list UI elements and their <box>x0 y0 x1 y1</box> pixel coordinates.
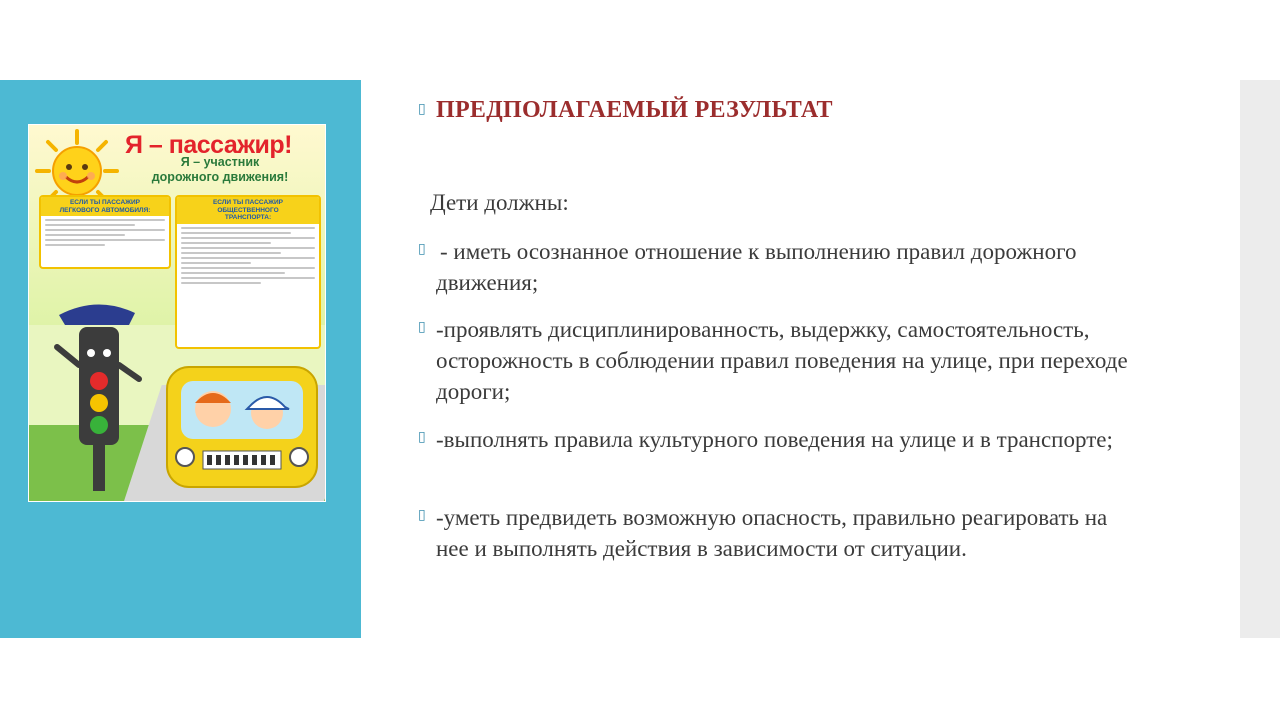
poster-text-line <box>181 227 315 229</box>
right-edge-strip <box>1240 80 1280 638</box>
bullet-icon: ▯ <box>418 507 426 523</box>
poster-text-line <box>181 232 291 234</box>
slide-heading: ПРЕДПОЛАГАЕМЫЙ РЕЗУЛЬТАТ <box>436 97 833 123</box>
heading-bullet-icon: ▯ <box>418 101 426 117</box>
poster-title: Я – пассажир! <box>125 131 292 159</box>
poster-text-line <box>181 272 285 274</box>
list-item: - иметь осознанное отношение к выполнению правил дорожного движения; <box>436 239 1077 295</box>
poster-text-line <box>45 234 125 236</box>
bullet-icon: ▯ <box>418 241 426 257</box>
poster-text-line <box>181 242 271 244</box>
poster-text-line <box>181 247 315 249</box>
poster-subtitle: Я – участник дорожного движения! <box>151 155 289 184</box>
poster-text-line <box>181 277 315 279</box>
poster-text-line <box>181 282 261 284</box>
bus-icon <box>163 357 323 493</box>
poster-box-public-transport <box>175 195 321 349</box>
list-item: -уметь предвидеть возможную опасность, правильно реагировать на нее и выполнять действия в зависимости от ситуации. <box>436 505 1108 561</box>
poster-text-line <box>45 219 165 221</box>
bullet-icon: ▯ <box>418 319 426 335</box>
intro-text: Дети должны: <box>430 190 569 215</box>
poster-box-car-heading: ЕСЛИ ТЫ ПАССАЖИР ЛЕГКОВОГО АВТОМОБИЛЯ: <box>41 197 169 216</box>
list-item: -проявлять дисциплинированность, выдержку, самостоятельность, осторожность в соблюдении правил поведения на улице, при переходе дороги; <box>436 317 1128 404</box>
poster-box-public-transport-heading: ЕСЛИ ТЫ ПАССАЖИР ОБЩЕСТВЕННОГО ТРАНСПОРТА: <box>177 197 319 224</box>
poster-text-line <box>45 244 105 246</box>
poster-text-line <box>181 262 251 264</box>
poster-text-line <box>181 252 281 254</box>
poster-text-line <box>181 267 315 269</box>
list-item: -выполнять правила культурного поведения на улице и в транспорте; <box>436 427 1113 452</box>
poster-text-line <box>45 224 135 226</box>
poster-text-line <box>181 237 315 239</box>
traffic-light-icon <box>49 295 145 495</box>
bullet-icon: ▯ <box>418 429 426 445</box>
poster-text-line <box>45 239 165 241</box>
poster-text-line <box>181 257 315 259</box>
poster-box-car <box>39 195 171 269</box>
poster-image <box>28 124 326 502</box>
poster-text-line <box>45 229 165 231</box>
